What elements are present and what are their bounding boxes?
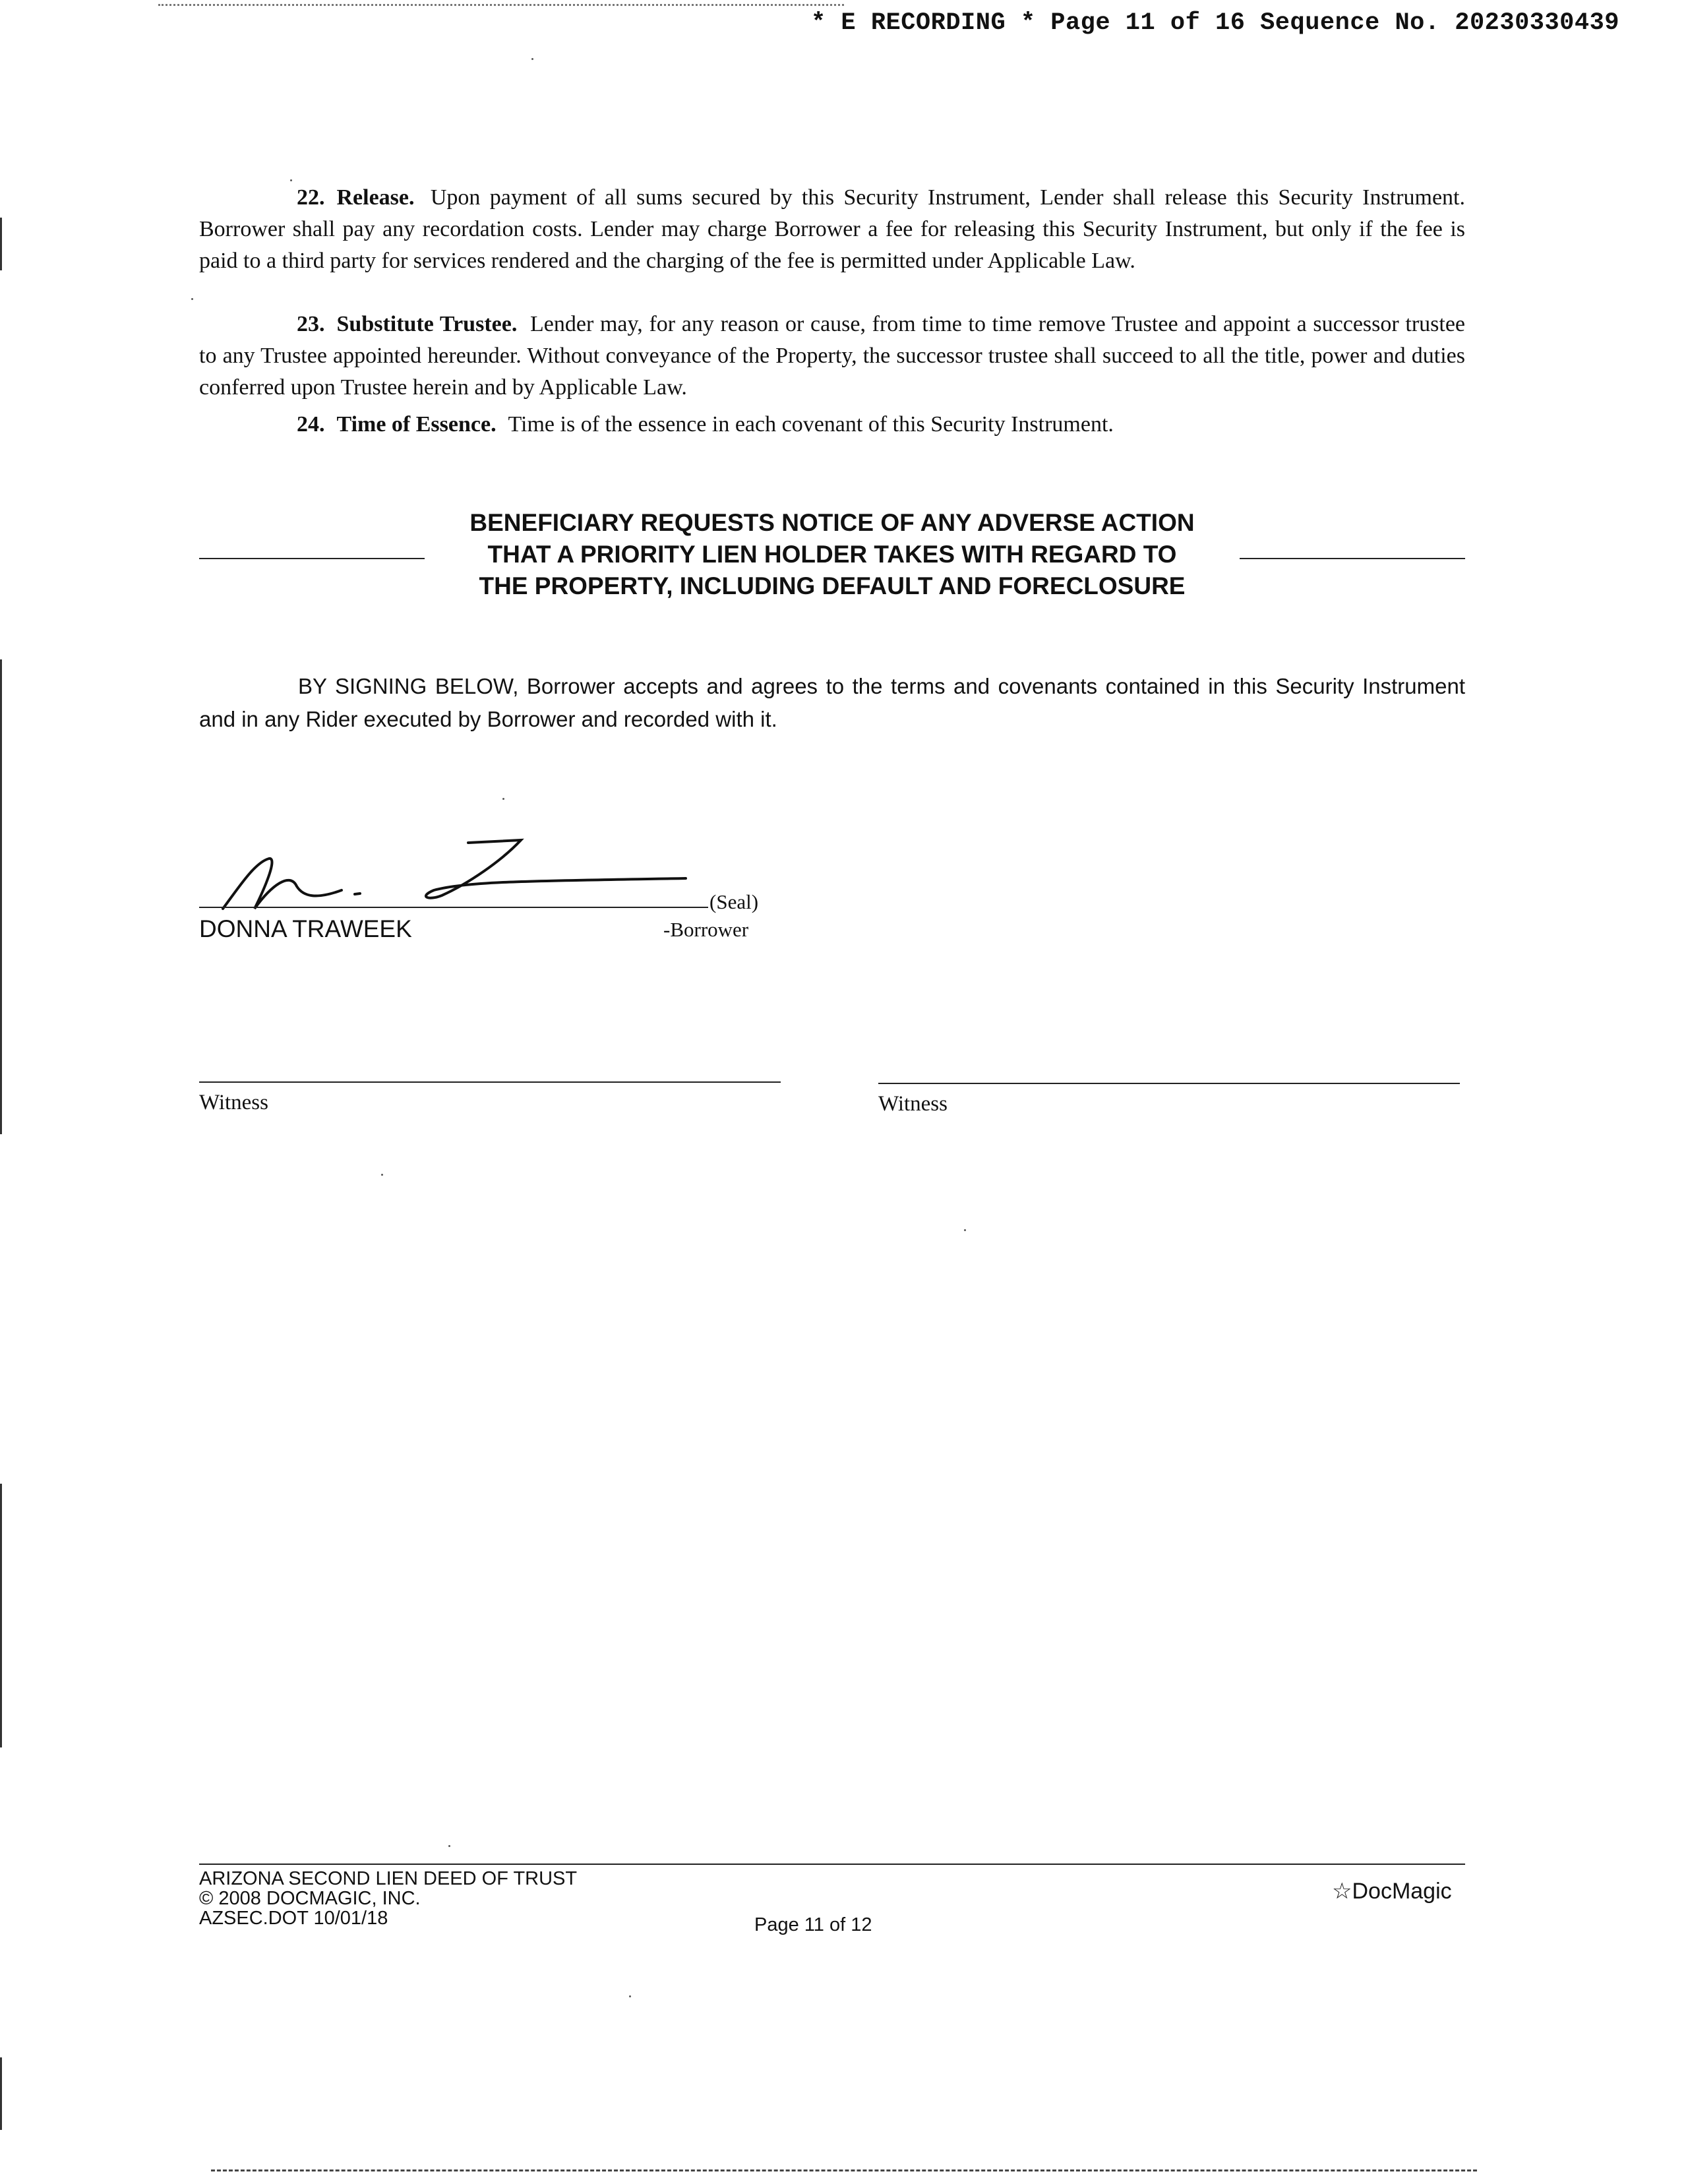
section-text: Upon payment of all sums secured by this Security Instrument, Lender shall release this Security Instrument. Borrower shall pay any recordation costs. Lender may charge Borrower a fee for releasing this Security Instrument, but only if the fee is paid to a third party for services rendered and the charging of the fee is permitted under Applicable Law. [199,185,1465,273]
footer-page-number: Page 11 of 12 [754,1914,872,1935]
borrower-name: DONNA TRAWEEK [199,915,412,942]
scan-speck [629,1995,631,1997]
section-text: Time is of the essence in each covenant of this Security Instrument. [508,412,1114,437]
top-scan-edge [158,4,844,8]
margin-mark [0,2057,2,2130]
star-icon: ☆ [1332,1879,1352,1904]
scan-speck [448,1845,450,1847]
section-number: 24. [297,412,325,437]
scan-speck [191,298,193,300]
scan-speck [531,58,533,60]
section-heading: Release. [336,185,415,210]
section-24 [199,409,1465,440]
scan-speck [502,798,504,800]
footer-rule [199,1864,1465,1865]
signature-image [191,831,719,923]
borrower-role: -Borrower [663,918,749,941]
section-heading: Time of Essence. [336,412,497,437]
margin-mark [0,218,2,270]
recording-stamp: * E RECORDING * Page 11 of 16 Sequence No. 20230330439 [811,9,1619,37]
section-22 [199,182,1465,277]
notice-line-1: BENEFICIARY REQUESTS NOTICE OF ANY ADVERSE ACTION [469,509,1195,536]
margin-mark [0,659,2,1134]
witness-line-right [878,1083,1460,1084]
scan-speck [381,1174,383,1176]
docmagic-logo [1332,1878,1452,1904]
section-text: Lender may, for any reason or cause, from time to time remove Trustee and appoint a successor trustee to any Trustee appointed hereunder. Without conveyance of the Property, the successor trustee shall succeed to all the title, power and duties conferred upon Trustee herein and by Applicable Law. [199,312,1466,400]
footer-copyright: © 2008 DOCMAGIC, INC. [199,1888,421,1909]
notice-line-3: THE PROPERTY, INCLUDING DEFAULT AND FORECLOSURE [479,572,1186,599]
section-heading: Substitute Trustee. [336,312,518,336]
scan-speck [964,1229,966,1231]
section-number: 23. [297,312,325,336]
docmagic-brand: DocMagic [1352,1879,1452,1904]
section-23 [199,309,1465,404]
witness-line-left [199,1081,781,1083]
scan-speck [290,179,292,181]
seal-label: (Seal) [709,890,759,913]
footer-doc-title: ARIZONA SECOND LIEN DEED OF TRUST [199,1868,578,1889]
notice-rule-left [199,558,425,559]
signature-line [199,907,708,908]
signing-statement: BY SIGNING BELOW, Borrower accepts and agrees to the terms and covenants contained in this Security Instrument and in any Rider executed by Borrower and recorded with it. [199,674,1465,731]
section-number: 22. [297,185,325,210]
witness-label-left: Witness [199,1091,268,1114]
witness-label-right: Witness [878,1092,948,1116]
bottom-scan-edge [211,2169,1477,2173]
notice-rule-right [1240,558,1465,559]
notice-line-2: THAT A PRIORITY LIEN HOLDER TAKES WITH REGARD TO [487,541,1177,568]
footer-form-code: AZSEC.DOT 10/01/18 [199,1908,388,1929]
margin-mark [0,1484,2,1747]
